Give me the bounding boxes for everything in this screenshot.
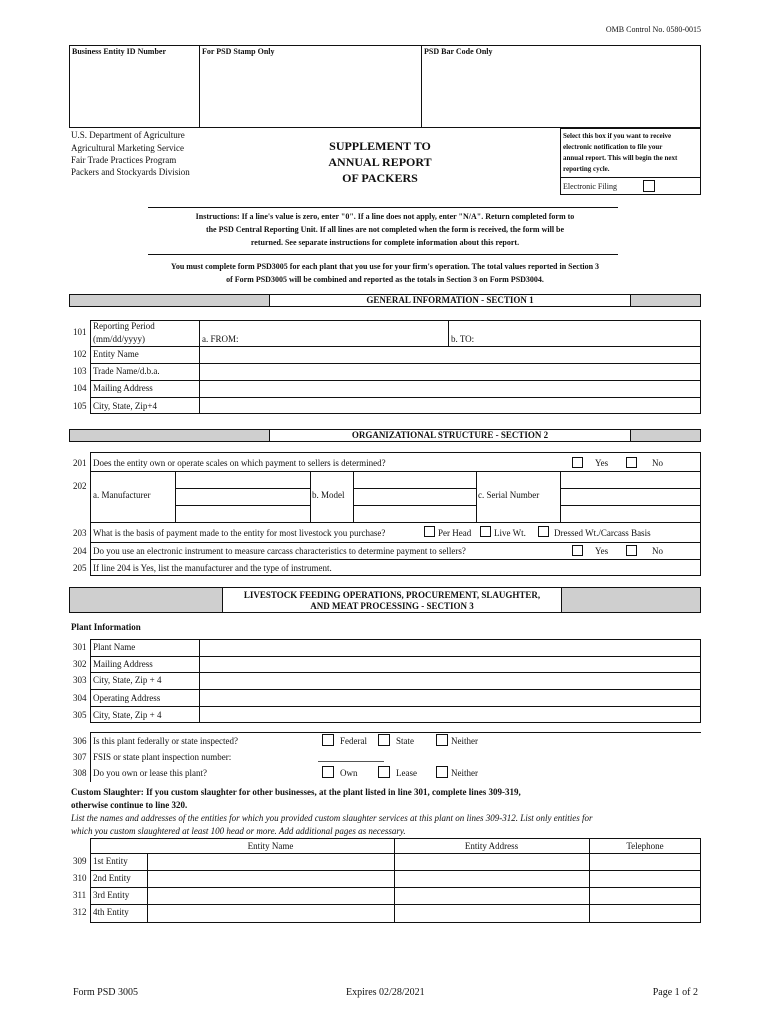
operating-address-field[interactable]: [200, 690, 700, 706]
state-checkbox[interactable]: [378, 734, 390, 746]
entity-name-label: Entity Name: [93, 349, 139, 359]
electronic-notice-text: Select this box if you want to receive: [563, 132, 672, 140]
line-number: 102: [73, 349, 87, 359]
custom-slaughter-note: List the names and addresses of the entities for which you provided custom slaughter services at this plant on lines 309-312. List only entities for: [71, 813, 593, 823]
plant-city-state-zip-field[interactable]: [200, 673, 700, 689]
line-number: 105: [73, 401, 87, 411]
agency-line: Agricultural Marketing Service: [71, 143, 184, 153]
agency-line: Fair Trade Practices Program: [71, 155, 177, 165]
inspection-number-label: FSIS or state plant inspection number:: [93, 752, 232, 762]
state-label: State: [396, 736, 414, 746]
form-title: OF PACKERS: [342, 171, 418, 185]
instructions-line: Instructions: If a line's value is zero, enter "0". If a line does not apply, enter "N/A". Return completed form to: [195, 212, 575, 221]
own-lease-question: Do you own or lease this plant?: [93, 768, 207, 778]
city-state-zip-field[interactable]: [200, 398, 700, 414]
trade-name-field[interactable]: [200, 364, 700, 380]
electronic-notice-text: reporting cycle.: [563, 165, 610, 173]
section3-title-line: LIVESTOCK FEEDING OPERATIONS, PROCUREMENT, SLAUGHTER,: [243, 590, 541, 600]
electronic-filing-checkbox[interactable]: [643, 180, 655, 192]
entity-name-field[interactable]: [200, 347, 700, 363]
entity-row-label: 1st Entity: [93, 856, 128, 866]
line-number: 308: [73, 768, 87, 778]
section2-title: ORGANIZATIONAL STRUCTURE - SECTION 2: [269, 430, 631, 441]
line-number: 205: [73, 563, 87, 573]
line-number: 312: [73, 907, 87, 917]
scales-question: Does the entity own or operate scales on which payment to sellers is determined?: [93, 458, 386, 468]
electronic-notice-text: electronic notification to file your: [563, 143, 663, 151]
operating-city-state-zip-field[interactable]: [200, 707, 700, 723]
line-number: 202: [73, 481, 87, 491]
instrument-yes-checkbox[interactable]: [572, 545, 583, 556]
city-state-zip-label: City, State, Zip+4: [93, 401, 157, 411]
line-number: 301: [73, 642, 87, 652]
agency-line: U.S. Department of Agriculture: [71, 130, 185, 140]
lease-checkbox[interactable]: [378, 766, 390, 778]
entity-row-field[interactable]: [148, 871, 700, 887]
operating-city-state-zip-label: City, State, Zip + 4: [93, 710, 162, 720]
no-label: No: [652, 546, 663, 556]
plant-information-heading: Plant Information: [71, 622, 141, 632]
instrument-details-field[interactable]: [360, 560, 700, 575]
entity-row-label: 2nd Entity: [93, 873, 131, 883]
own-checkbox[interactable]: [322, 766, 334, 778]
trade-name-label: Trade Name/d.b.a.: [93, 366, 160, 376]
live-weight-label: Live Wt.: [494, 528, 526, 538]
custom-slaughter-note: which you custom slaughtered at least 100 head or more. Add additional pages as necessary.: [71, 826, 406, 836]
section2-band: [69, 429, 701, 442]
header-box-row: [69, 45, 701, 128]
inspection-question: Is this plant federally or state inspected?: [93, 736, 238, 746]
mailing-address-label: Mailing Address: [93, 383, 153, 393]
line-number: 306: [73, 736, 87, 746]
federal-label: Federal: [340, 736, 367, 746]
instructions-line: the PSD Central Reporting Unit. If all lines are not completed when the form is received, the form will be: [205, 225, 565, 234]
line-number: 309: [73, 856, 87, 866]
line-number: 310: [73, 873, 87, 883]
neither-inspection-checkbox[interactable]: [436, 734, 448, 746]
per-head-checkbox[interactable]: [424, 526, 435, 537]
neither-ownership-checkbox[interactable]: [436, 766, 448, 778]
section3-title-line: AND MEAT PROCESSING - SECTION 3: [310, 601, 474, 611]
section1-band: [69, 294, 701, 307]
column-header: Entity Address: [464, 841, 519, 851]
electronic-instrument-question: Do you use an electronic instrument to measure carcass characteristics to determine payment to sellers?: [93, 546, 466, 556]
model-label: b. Model: [312, 490, 345, 500]
dressed-weight-checkbox[interactable]: [538, 526, 549, 537]
from-date-field[interactable]: [240, 323, 445, 343]
line-number: 304: [73, 693, 87, 703]
electronic-notice-text: annual report. This will begin the next: [563, 154, 678, 162]
footer-page-number: Page 1 of 2: [652, 987, 698, 998]
inspection-number-field[interactable]: [318, 750, 384, 761]
from-date-label: a. FROM:: [202, 334, 239, 344]
plant-mailing-address-label: Mailing Address: [93, 659, 153, 669]
line-number: 101: [73, 327, 87, 337]
serial-number-field[interactable]: [561, 472, 700, 521]
instrument-no-checkbox[interactable]: [626, 545, 637, 556]
form-title: SUPPLEMENT TO: [329, 139, 431, 153]
to-date-label: b. TO:: [451, 334, 475, 344]
payment-basis-question: What is the basis of payment made to the entity for most livestock you purchase?: [93, 528, 386, 538]
entity-row-label: 4th Entity: [93, 907, 129, 917]
custom-slaughter-heading: Custom Slaughter: If you custom slaughter for other businesses, at the plant listed in line 301, complete lines 309-319,: [71, 787, 521, 797]
line-number: 307: [73, 752, 87, 762]
per-head-label: Per Head: [438, 528, 472, 538]
entity-row-field[interactable]: [148, 888, 700, 904]
section3-band: [69, 587, 701, 613]
entity-row-field[interactable]: [148, 905, 700, 922]
entity-id-label: Business Entity ID Number: [72, 47, 167, 56]
mailing-address-field[interactable]: [200, 381, 700, 397]
reporting-period-format: (mm/dd/yyyy): [93, 334, 145, 344]
psd-stamp-label: For PSD Stamp Only: [202, 47, 275, 56]
column-header: Entity Name: [247, 841, 294, 851]
scales-yes-checkbox[interactable]: [572, 457, 583, 468]
section3-title: [222, 588, 562, 612]
plant-name-field[interactable]: [200, 640, 700, 656]
section1-title: GENERAL INFORMATION - SECTION 1: [269, 295, 631, 306]
line-number: 103: [73, 366, 87, 376]
line-number: 201: [73, 458, 87, 468]
own-label: Own: [340, 768, 358, 778]
line-number: 305: [73, 710, 87, 720]
line-number: 303: [73, 675, 87, 685]
plant-mailing-address-field[interactable]: [200, 657, 700, 672]
agency-line: Packers and Stockyards Division: [71, 167, 190, 177]
footer-form-number: Form PSD 3005: [73, 987, 139, 998]
federal-checkbox[interactable]: [322, 734, 334, 746]
serial-number-label: c. Serial Number: [478, 490, 540, 500]
line-number: 104: [73, 383, 87, 393]
must-complete-line: of Form PSD3005 will be combined and reported as the totals in Section 3 on Form PSD3004.: [226, 275, 544, 284]
line-number: 311: [73, 890, 87, 900]
plant-city-state-zip-label: City, State, Zip + 4: [93, 675, 162, 685]
model-field[interactable]: [354, 472, 475, 521]
lease-label: Lease: [396, 768, 417, 778]
column-header: Telephone: [626, 841, 664, 851]
dressed-weight-label: Dressed Wt./Carcass Basis: [554, 528, 651, 538]
operating-address-label: Operating Address: [93, 693, 161, 703]
must-complete-line: You must complete form PSD3005 for each plant that you use for your firm's operation. The total values reported in Section 3: [170, 262, 600, 271]
footer-expiration: Expires 02/28/2021: [346, 987, 425, 998]
entity-row-field[interactable]: [148, 854, 700, 870]
psd-barcode-label: PSD Bar Code Only: [424, 47, 493, 56]
custom-slaughter-heading: otherwise continue to line 320.: [71, 800, 188, 810]
electronic-filing-label: Electronic Filing: [563, 182, 617, 191]
manufacturer-field[interactable]: [176, 472, 309, 521]
live-weight-checkbox[interactable]: [480, 526, 491, 537]
plant-name-label: Plant Name: [93, 642, 136, 652]
line-number: 204: [73, 546, 87, 556]
neither-label: Neither: [451, 736, 478, 746]
scales-no-checkbox[interactable]: [626, 457, 637, 468]
reporting-period-label: Reporting Period: [93, 321, 155, 331]
instrument-details-label: If line 204 is Yes, list the manufacturer and the type of instrument.: [93, 563, 332, 573]
instructions-line: returned. See separate instructions for complete information about this report.: [250, 238, 520, 247]
neither-label: Neither: [451, 768, 478, 778]
omb-control-number: OMB Control No. 0580-0015: [605, 25, 701, 34]
yes-label: Yes: [595, 458, 609, 468]
manufacturer-label: a. Manufacturer: [93, 490, 151, 500]
form-title: ANNUAL REPORT: [328, 155, 432, 169]
no-label: No: [652, 458, 663, 468]
yes-label: Yes: [595, 546, 609, 556]
line-number: 302: [73, 659, 87, 669]
to-date-field[interactable]: [480, 323, 698, 343]
entity-row-label: 3rd Entity: [93, 890, 130, 900]
line-number: 203: [73, 528, 87, 538]
